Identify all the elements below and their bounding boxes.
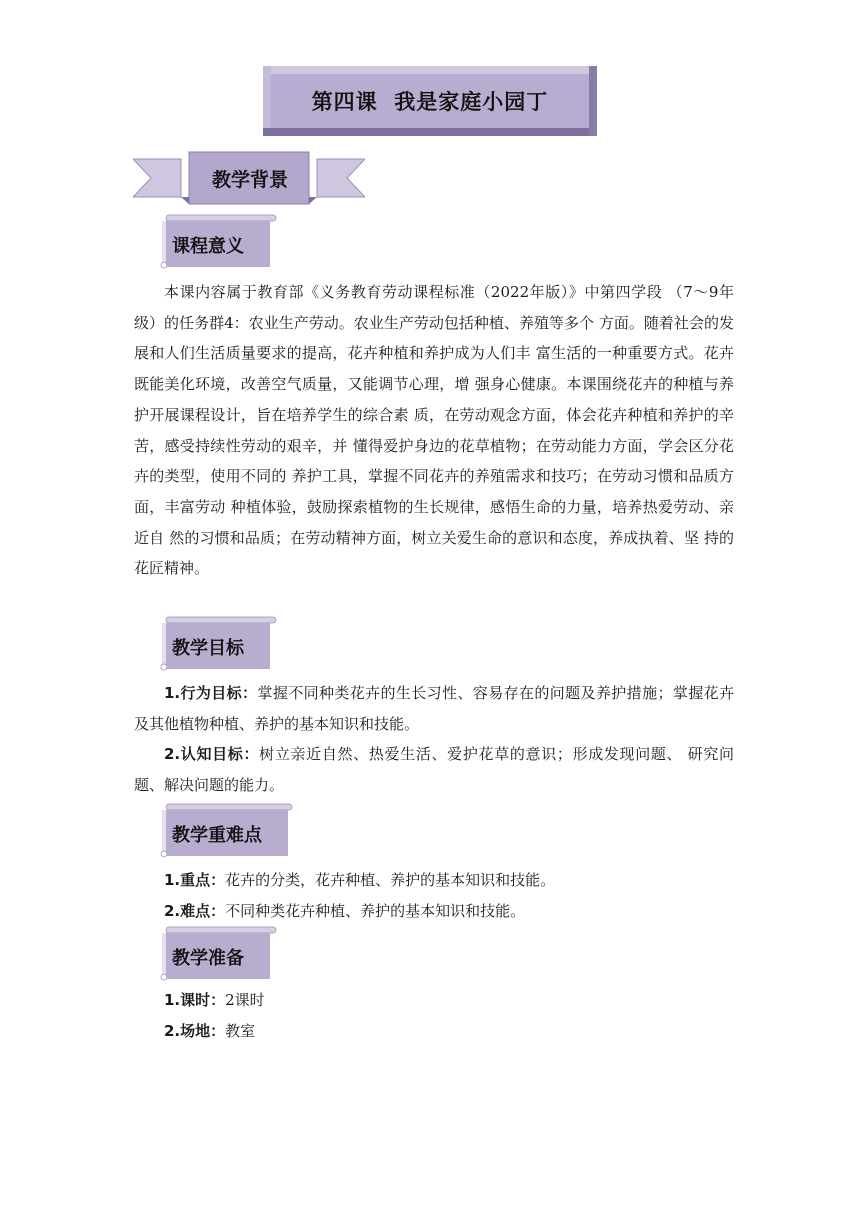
- course-meaning-paragraph: 本课内容属于教育部《义务教育劳动课程标准（2022年版）》中第四学段 （7～9年级）的任务群4：农业生产劳动。农业生产劳动包括种植、养殖等多个 方面。随着社会的发展和人们生活质量要求的提高，花卉种植和养护成为人们丰 富生活的一种重要方式。花卉既能美化环境，改善空气质量，又能调节心理，增 强身心健康。本课围绕花卉的种植与养护开展课程设计，旨在培养学生的综合素 质，在劳动观念方面，体会花卉种植和养护的辛苦，感受持续性劳动的艰辛，并 懂得爱护身边的花草植物；在劳动能力方面，学会区分花卉的类型，使用不同的 养护工具，掌握不同花卉的养殖需求和技巧；在劳动习惯和品质方面，丰富劳动 种植体验，鼓励探索植物的生长规律，感悟生命的力量，培养热爱劳动、亲近自 然的习惯和品质；在劳动精神方面，树立关爱生命的意识和态度，养成执着、坚 持的花匠精神。: [134, 283, 734, 578]
- section-banner: [133, 151, 365, 205]
- section-header-label: 教学准备: [172, 948, 244, 969]
- key-item-1-label: 1.重点：: [164, 871, 226, 889]
- key-item-2-text: 不同种类花卉种植、养护的基本知识和技能。: [225, 902, 526, 920]
- lesson-title: 第四课 我是家庭小园丁: [311, 90, 549, 114]
- key-item-1: [164, 869, 555, 890]
- lesson-title-box: [263, 66, 597, 136]
- section-header-goals: [158, 614, 278, 672]
- key-item-1-text: 花卉的分类，花卉种植、养护的基本知识和技能。: [225, 871, 556, 889]
- goal-item-1-text: 掌握不同种类花卉的生长习性、容易存在的问题及养护措施；掌握花卉及其他植物种植、养护的基本知识和技能。: [134, 684, 734, 733]
- section-header-label: 教学重难点: [172, 825, 262, 846]
- section-header-label: 教学目标: [172, 638, 244, 659]
- goal-item-1-label: 1.行为目标：: [164, 684, 258, 702]
- banner-label: 教学背景: [211, 169, 288, 191]
- section-header-label: 课程意义: [172, 236, 244, 257]
- prep-item-1: [164, 989, 265, 1010]
- prep-item-2-label: 2.场地：: [164, 1022, 226, 1040]
- goal-item-2-text: 树立亲近自然、热爱生活、爱护花草的意识；形成发现问题、 研究问题、解决问题的能力。: [134, 745, 734, 794]
- goal-item-1: [134, 678, 734, 739]
- prep-item-2-text: 教室: [225, 1022, 256, 1040]
- goal-item-2-label: 2.认知目标：: [164, 745, 260, 763]
- section-header-meaning: [158, 212, 278, 270]
- key-item-2-label: 2.难点：: [164, 902, 226, 920]
- key-item-2: [164, 900, 525, 921]
- prep-item-1-text: 2课时: [225, 991, 265, 1009]
- section-header-prep: [158, 924, 278, 982]
- section-header-keys: [158, 801, 298, 859]
- prep-item-2: [164, 1020, 255, 1041]
- prep-item-1-label: 1.课时：: [164, 991, 226, 1009]
- goal-item-2: [134, 739, 734, 800]
